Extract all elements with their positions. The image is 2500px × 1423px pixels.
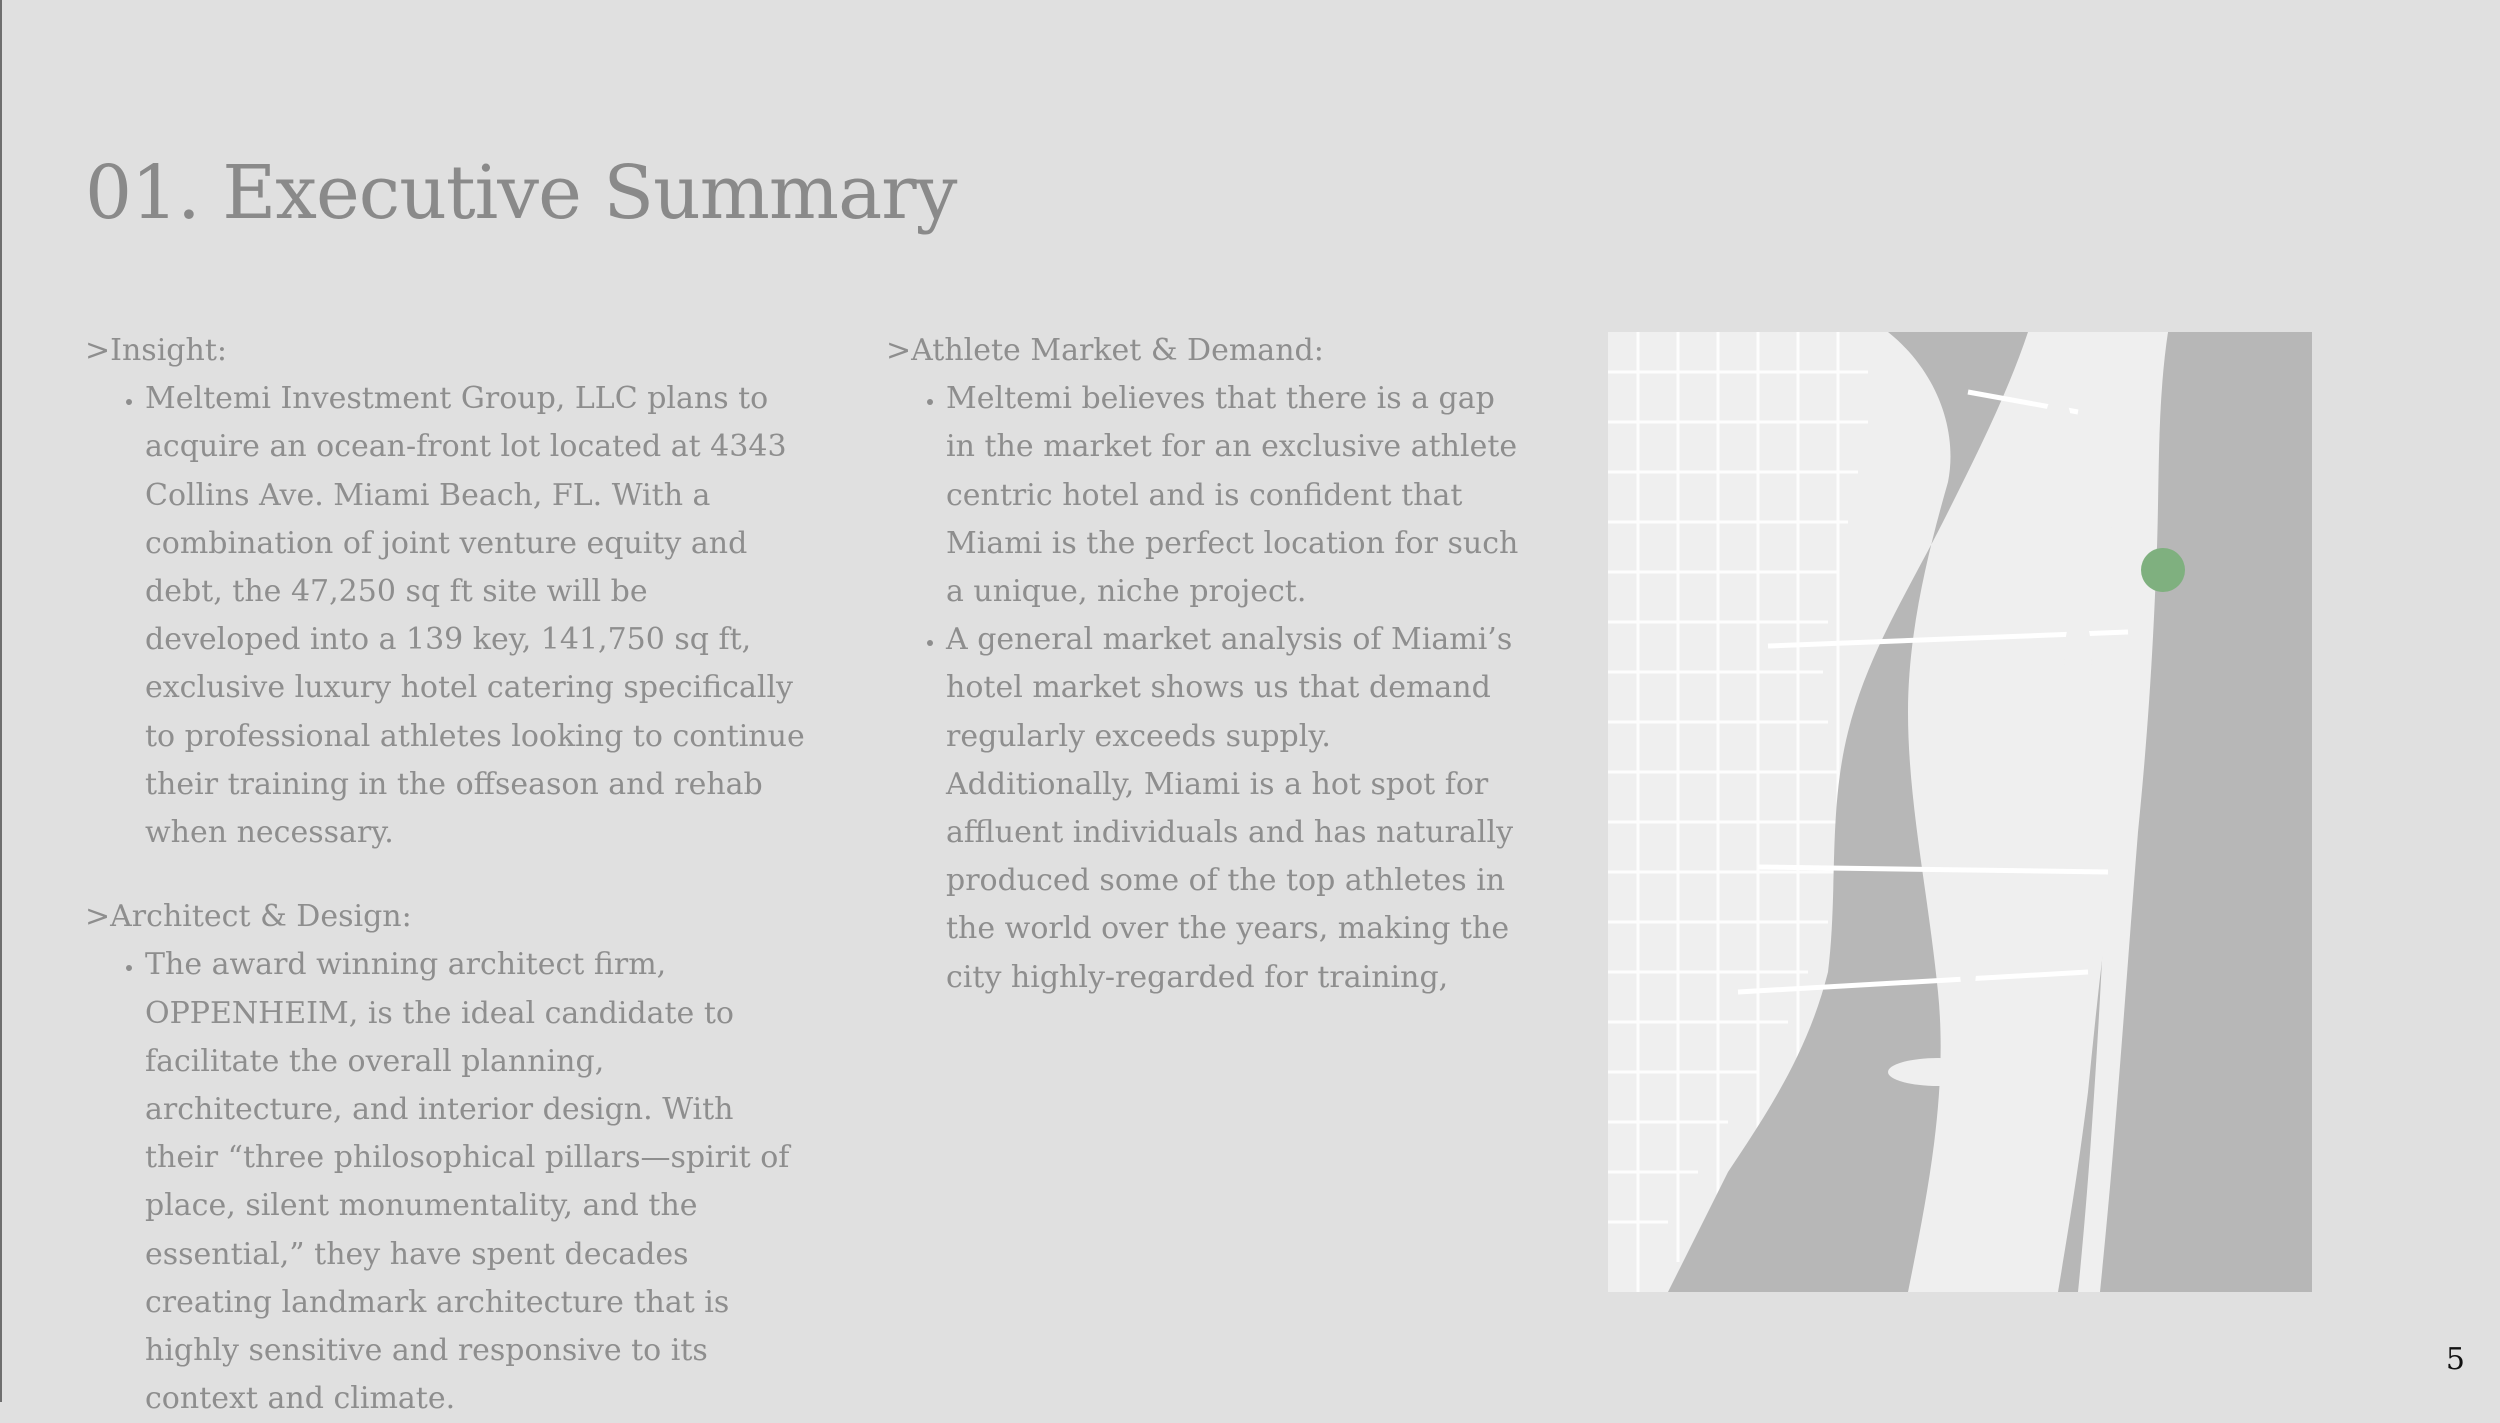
left-column: [85, 327, 805, 1423]
athlete-market-list: [886, 375, 1526, 1002]
middle-column: [886, 327, 1526, 1002]
page-title: 01. Executive Summary: [85, 150, 957, 236]
athlete-market-bullet-1: • Meltemi believes that there is a gap in the market for an exclusive athlete centric hotel and is confident that Miami is the perfect location for such a unique, niche project.: [946, 375, 1526, 616]
insight-bullet: • Meltemi Investment Group, LLC plans to acquire an ocean-front lot located at 4343 Collins Ave. Miami Beach, FL. With a combination of joint venture equity and debt, the 47,250 sq ft site will be developed into a 139 key, 141,750 sq ft, exclusive luxury hotel catering specifically to professional athletes looking to continue their training in the offseason and rehab when necessary.: [145, 375, 805, 857]
map-ocean: [2168, 332, 2312, 1292]
insight-list: [85, 375, 805, 857]
architect-heading: >Architect & Design:: [85, 899, 412, 935]
insight-heading: >Insight:: [85, 333, 227, 368]
athlete-market-heading: >Athlete Market & Demand:: [886, 333, 1324, 368]
left-edge-rule: [0, 0, 2, 1402]
map-graphic: [1608, 332, 2312, 1292]
location-map: [1608, 332, 2312, 1292]
architect-bullet: • The award winning architect firm, OPPENHEIM, is the ideal candidate to facilitate the overall planning, architecture, and interior design. With their “three philosophical pillars—spirit of place, silent monumentality, and the essential,” they have spent decades creating landmark architecture that is highly sensitive and responsive to its context and climate.: [145, 941, 805, 1423]
architect-list: [85, 941, 805, 1423]
athlete-market-bullet-2: • A general market analysis of Miami’s hotel market shows us that demand regularly exceeds supply. Additionally, Miami is a hot spot for affluent individuals and has naturally produced some of the top athletes in the world over the years, making the city highly-regarded for training,: [946, 616, 1526, 1002]
location-marker-icon: [2141, 548, 2185, 592]
page-number: 5: [2445, 1342, 2465, 1377]
